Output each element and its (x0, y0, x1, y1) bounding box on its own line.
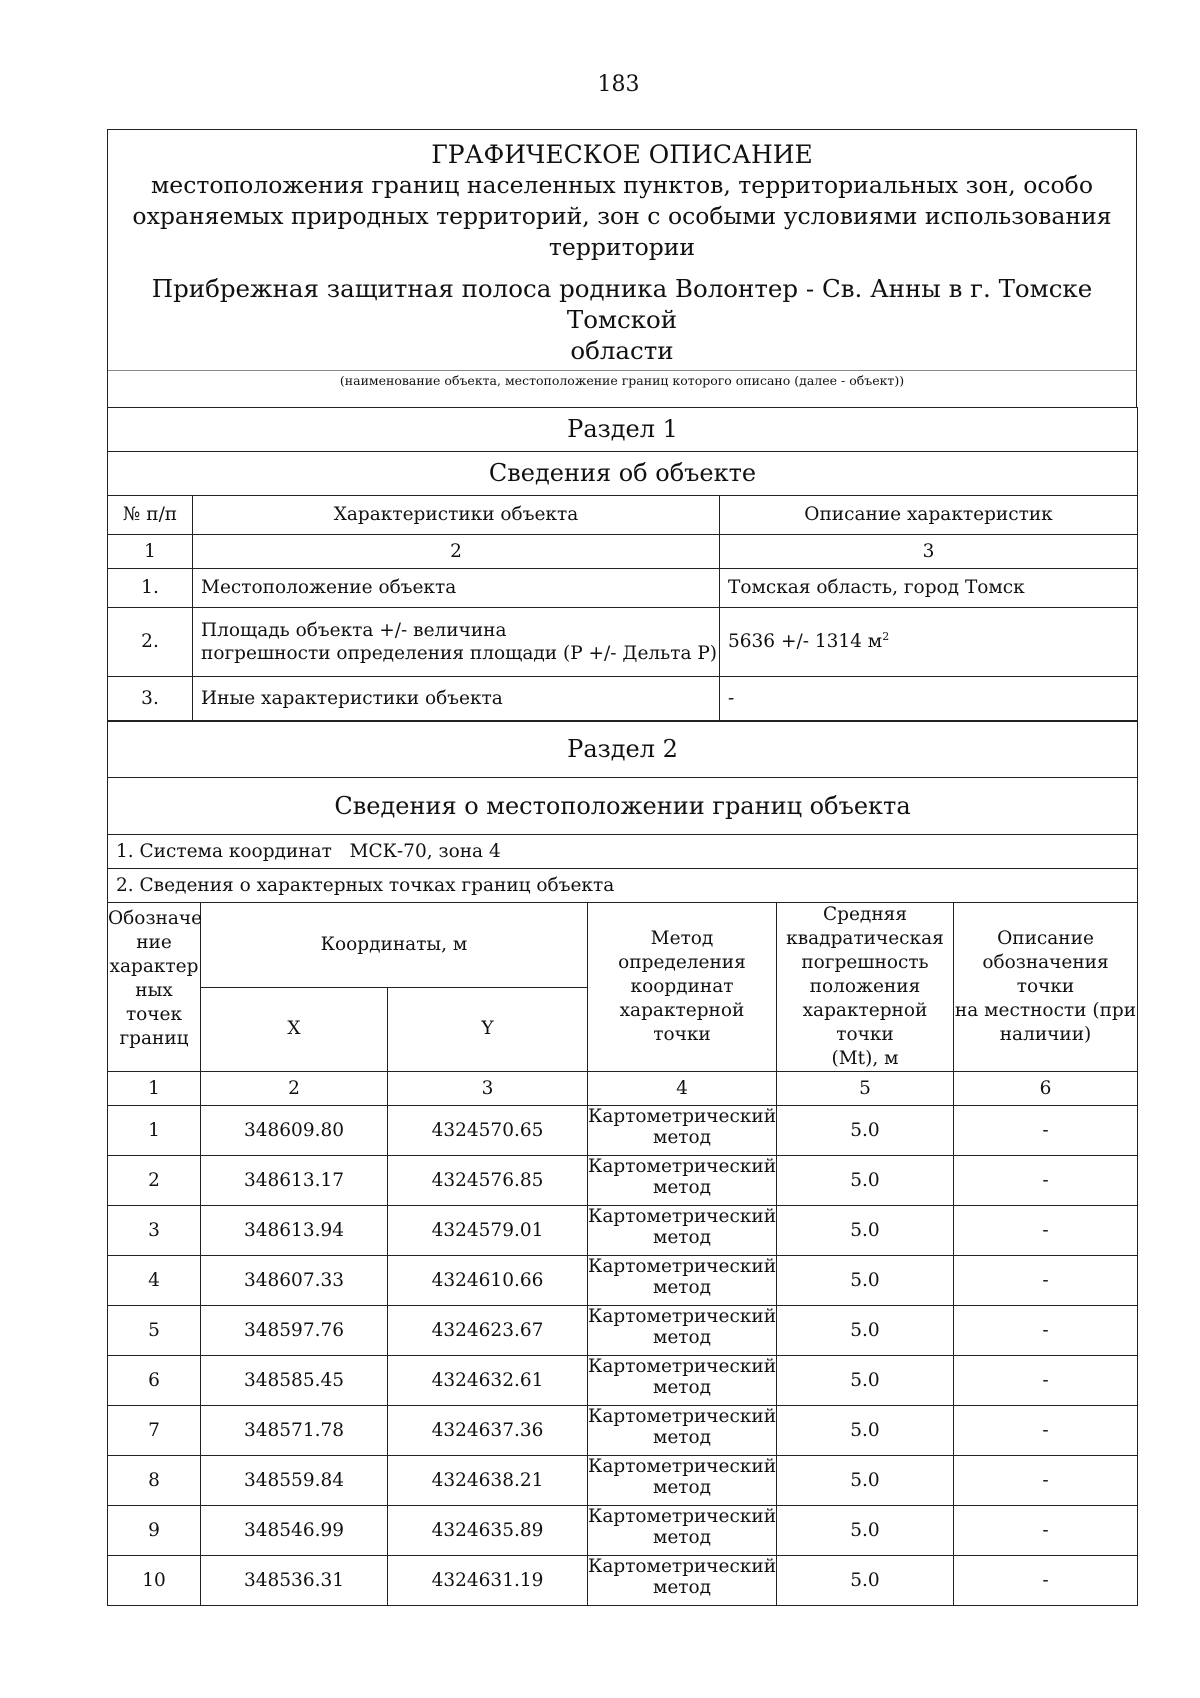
section1-heading: Раздел 1 (108, 407, 1138, 451)
error-header-line: Средняя (822, 904, 907, 925)
point-method (588, 1256, 777, 1306)
description-header-line: Описание (997, 928, 1094, 949)
point-method-line: Картометрический (588, 1456, 777, 1477)
point-method-line: метод (652, 1177, 712, 1198)
point-description: - (954, 1256, 1138, 1306)
error-header-line: погрешность (801, 952, 929, 973)
point-method-line: Картометрический (588, 1406, 777, 1427)
characteristic-line: Площадь объекта +/- величина (201, 619, 507, 641)
column-number: 1 (108, 534, 193, 568)
designation-header (108, 903, 201, 1072)
title-table (107, 129, 1137, 408)
point-description: - (954, 1156, 1138, 1206)
point-row (108, 1306, 1138, 1356)
point-x: 348607.33 (201, 1256, 388, 1306)
point-error: 5.0 (777, 1506, 954, 1556)
point-x: 348609.80 (201, 1106, 388, 1156)
page-number: 183 (597, 72, 640, 97)
row-number: 2. (108, 607, 193, 676)
point-method-line: Картометрический (588, 1206, 777, 1227)
subtitle-line: охраняемых природных территорий, зон с особыми условиями использования (132, 202, 1112, 230)
object-name (108, 273, 1136, 370)
point-y: 4324579.01 (388, 1206, 588, 1256)
point-description: - (954, 1456, 1138, 1506)
point-id: 1 (108, 1106, 201, 1156)
point-method-line: Картометрический (588, 1256, 777, 1277)
point-row (108, 1556, 1138, 1606)
point-method (588, 1506, 777, 1556)
section1-table (107, 407, 1138, 722)
point-y: 4324637.36 (388, 1406, 588, 1456)
subtitle-line: местоположения границ населенных пунктов, территориальных зон, особо (151, 171, 1093, 199)
area-unit-exponent: 2 (882, 630, 890, 644)
point-error: 5.0 (777, 1556, 954, 1606)
coordinate-system-value: МСК-70, зона 4 (349, 841, 501, 862)
point-method (588, 1206, 777, 1256)
point-x: 348585.45 (201, 1356, 388, 1406)
column-header: Описание характеристик (720, 495, 1138, 534)
point-y: 4324610.66 (388, 1256, 588, 1306)
column-number: 4 (588, 1072, 777, 1106)
point-method (588, 1456, 777, 1506)
object-name-line: Прибрежная защитная полоса родника Волонтер - Св. Анны в г. Томске Томской (151, 274, 1093, 334)
point-method-line: Картометрический (588, 1106, 777, 1127)
point-y: 4324576.85 (388, 1156, 588, 1206)
description-header-line: обозначения точки (982, 952, 1109, 997)
point-method-line: метод (652, 1327, 712, 1348)
method-header-line: Метод определения (618, 928, 746, 973)
x-header: X (201, 987, 388, 1072)
point-error: 5.0 (777, 1206, 954, 1256)
column-number: 2 (201, 1072, 388, 1106)
description-cell: - (720, 676, 1138, 721)
designation-header-line: ние (136, 932, 172, 953)
point-x: 348546.99 (201, 1506, 388, 1556)
point-method (588, 1156, 777, 1206)
characteristic-line: погрешности определения площади (P +/- Дельта P) (201, 642, 718, 664)
point-method (588, 1306, 777, 1356)
point-error: 5.0 (777, 1456, 954, 1506)
point-method-line: Картометрический (588, 1356, 777, 1377)
point-id: 6 (108, 1356, 201, 1406)
points-section-label: 2. Сведения о характерных точках границ объекта (108, 869, 1138, 903)
point-row (108, 1406, 1138, 1456)
point-description: - (954, 1106, 1138, 1156)
point-id: 7 (108, 1406, 201, 1456)
point-error: 5.0 (777, 1106, 954, 1156)
method-header-line: координат (630, 976, 734, 997)
coordinate-system-label: 1. Система координат (116, 841, 332, 862)
point-row (108, 1106, 1138, 1156)
coordinates-header: Координаты, м (201, 903, 588, 988)
designation-header-line: характер (109, 956, 199, 977)
description-cell (720, 607, 1138, 676)
method-header-line: характерной точки (619, 1000, 745, 1045)
object-caption: (наименование объекта, местоположение границ которого описано (далее - объект)) (108, 371, 1137, 408)
coordinate-system (108, 835, 1138, 869)
error-header-line: положения (809, 976, 921, 997)
point-id: 2 (108, 1156, 201, 1206)
column-header: № п/п (108, 495, 193, 534)
error-header (777, 903, 954, 1072)
section2-table (107, 720, 1138, 1606)
column-number: 3 (720, 534, 1138, 568)
characteristic-cell: Иные характеристики объекта (193, 676, 720, 721)
point-method (588, 1106, 777, 1156)
point-row (108, 1156, 1138, 1206)
table-row (108, 676, 1138, 721)
point-y: 4324632.61 (388, 1356, 588, 1406)
point-method-line: Картометрический (588, 1506, 777, 1527)
point-error: 5.0 (777, 1306, 954, 1356)
row-number: 3. (108, 676, 193, 721)
point-description: - (954, 1506, 1138, 1556)
point-error: 5.0 (777, 1406, 954, 1456)
column-number: 2 (193, 534, 720, 568)
document-subtitle (108, 170, 1136, 263)
point-id: 3 (108, 1206, 201, 1256)
point-method-line: Картометрический (588, 1306, 777, 1327)
point-y: 4324570.65 (388, 1106, 588, 1156)
point-method-line: метод (652, 1227, 712, 1248)
table-row (108, 568, 1138, 607)
point-y: 4324631.19 (388, 1556, 588, 1606)
point-row (108, 1256, 1138, 1306)
point-method (588, 1356, 777, 1406)
object-name-line: области (570, 336, 674, 365)
error-header-line: (Mt), м (831, 1048, 899, 1069)
table-row (108, 607, 1138, 676)
document-frame (107, 129, 1137, 1606)
method-header (588, 903, 777, 1072)
point-description: - (954, 1306, 1138, 1356)
point-id: 4 (108, 1256, 201, 1306)
title-block (108, 130, 1137, 371)
subtitle-line: территории (548, 233, 696, 261)
point-id: 9 (108, 1506, 201, 1556)
point-error: 5.0 (777, 1156, 954, 1206)
point-method-line: Картометрический (588, 1556, 777, 1577)
point-method-line: метод (652, 1577, 712, 1598)
column-number: 1 (108, 1072, 201, 1106)
point-description: - (954, 1556, 1138, 1606)
row-number: 1. (108, 568, 193, 607)
designation-header-line: Обозначе (108, 908, 203, 929)
point-x: 348613.17 (201, 1156, 388, 1206)
point-method-line: метод (652, 1527, 712, 1548)
column-header: Характеристики объекта (193, 495, 720, 534)
point-row (108, 1356, 1138, 1406)
point-description: - (954, 1406, 1138, 1456)
column-number: 5 (777, 1072, 954, 1106)
description-cell: Томская область, город Томск (720, 568, 1138, 607)
description-header (954, 903, 1138, 1072)
point-x: 348613.94 (201, 1206, 388, 1256)
point-x: 348559.84 (201, 1456, 388, 1506)
point-method-line: метод (652, 1477, 712, 1498)
description-header-line: наличии) (999, 1024, 1092, 1045)
point-method (588, 1556, 777, 1606)
area-value: 5636 +/- 1314 м (728, 631, 883, 653)
point-method-line: метод (652, 1127, 712, 1148)
error-header-line: характерной точки (802, 1000, 928, 1045)
section2-heading: Раздел 2 (108, 721, 1138, 778)
document-title: ГРАФИЧЕСКОЕ ОПИСАНИЕ (431, 140, 813, 169)
point-method-line: Картометрический (588, 1156, 777, 1177)
point-y: 4324638.21 (388, 1456, 588, 1506)
point-x: 348536.31 (201, 1556, 388, 1606)
point-description: - (954, 1356, 1138, 1406)
designation-header-line: ных (135, 980, 173, 1001)
point-id: 8 (108, 1456, 201, 1506)
points-table-body (108, 1106, 1138, 1606)
error-header-line: квадратическая (786, 928, 944, 949)
point-row (108, 1506, 1138, 1556)
description-header-line: на местности (при (954, 1000, 1137, 1021)
point-y: 4324623.67 (388, 1306, 588, 1356)
point-id: 5 (108, 1306, 201, 1356)
section2-subheading: Сведения о местоположении границ объекта (108, 778, 1138, 835)
point-row (108, 1456, 1138, 1506)
designation-header-line: границ (119, 1028, 189, 1049)
column-number: 3 (388, 1072, 588, 1106)
point-y: 4324635.89 (388, 1506, 588, 1556)
point-method-line: метод (652, 1377, 712, 1398)
section1-subheading: Сведения об объекте (108, 451, 1138, 495)
point-error: 5.0 (777, 1356, 954, 1406)
designation-header-line: точек (125, 1004, 183, 1025)
point-method (588, 1406, 777, 1456)
point-id: 10 (108, 1556, 201, 1606)
point-row (108, 1206, 1138, 1256)
characteristic-cell (193, 607, 720, 676)
point-error: 5.0 (777, 1256, 954, 1306)
point-x: 348571.78 (201, 1406, 388, 1456)
point-method-line: метод (652, 1277, 712, 1298)
point-x: 348597.76 (201, 1306, 388, 1356)
point-description: - (954, 1206, 1138, 1256)
point-method-line: метод (652, 1427, 712, 1448)
column-number: 6 (954, 1072, 1138, 1106)
y-header: Y (388, 987, 588, 1072)
characteristic-cell: Местоположение объекта (193, 568, 720, 607)
